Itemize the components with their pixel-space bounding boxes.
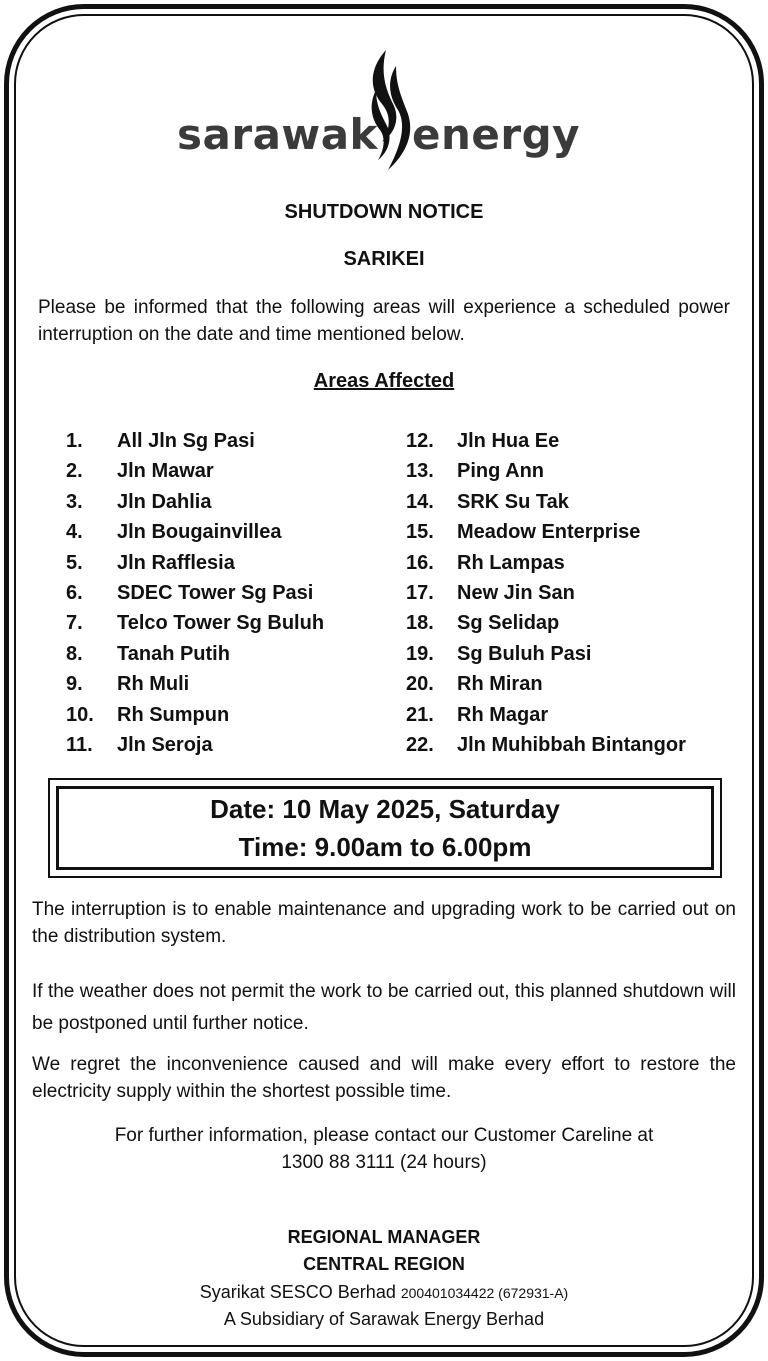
area-name: Jln Muhibbah Bintangor <box>457 733 686 756</box>
area-item <box>66 578 324 608</box>
area-number: 15. <box>406 521 434 544</box>
area-name: New Jin San <box>457 581 575 604</box>
notice-location: SARIKEI <box>343 248 425 270</box>
area-item <box>66 426 324 456</box>
area-name: Rh Miran <box>457 673 543 696</box>
area-item <box>406 669 686 699</box>
area-number: 7. <box>66 612 83 635</box>
area-name: Jln Dahlia <box>117 490 212 513</box>
area-number: 1. <box>66 430 83 452</box>
area-number: 2. <box>66 460 83 483</box>
area-name: Sg Selidap <box>457 612 560 635</box>
area-item <box>66 517 324 547</box>
area-name: All Jln Sg Pasi <box>117 430 255 452</box>
areas-list-right <box>406 426 686 760</box>
contact-paragraph <box>40 1122 728 1176</box>
area-item <box>406 456 686 486</box>
area-number: 4. <box>66 521 83 544</box>
area-number: 10. <box>66 703 94 726</box>
area-item <box>406 700 686 730</box>
area-name: Jln Mawar <box>117 460 214 483</box>
company-line <box>0 1282 768 1303</box>
signatory-role: REGIONAL MANAGER <box>287 1227 481 1247</box>
area-number: 19. <box>406 642 434 665</box>
area-name: Jln Hua Ee <box>457 430 560 452</box>
area-name: SDEC Tower Sg Pasi <box>117 581 314 604</box>
area-name: Telco Tower Sg Buluh <box>117 612 325 635</box>
subsidiary-line: A Subsidiary of Sarawak Energy Berhad <box>223 1309 545 1329</box>
area-item <box>406 730 686 760</box>
area-item <box>66 669 324 699</box>
area-number: 18. <box>406 612 434 635</box>
area-item <box>406 608 686 638</box>
area-number: 8. <box>66 642 83 665</box>
area-name: Jln Rafflesia <box>117 551 235 574</box>
area-item <box>406 578 686 608</box>
sarawak-energy-logo <box>0 46 768 176</box>
area-name: Rh Muli <box>117 673 190 696</box>
area-number: 12. <box>406 430 434 452</box>
area-item <box>406 426 686 456</box>
areas-heading <box>0 370 768 393</box>
area-number: 9. <box>66 673 83 696</box>
area-number: 14. <box>406 490 434 513</box>
area-name: Sg Buluh Pasi <box>457 642 592 665</box>
area-number: 6. <box>66 581 83 604</box>
area-number: 20. <box>406 673 434 696</box>
areas-heading-text: Areas Affected <box>313 370 455 392</box>
area-name: Ping Ann <box>457 460 545 483</box>
area-name: SRK Su Tak <box>457 490 569 513</box>
area-item <box>406 487 686 517</box>
area-item <box>66 730 324 760</box>
area-item <box>406 639 686 669</box>
area-item <box>406 517 686 547</box>
area-item <box>66 456 324 486</box>
area-name: Jln Bougainvillea <box>117 521 282 544</box>
purpose-paragraph: The interruption is to enable maintenance and upgrading work to be carried out on the distribution system. <box>32 899 736 947</box>
logo-word-energy: energy <box>412 110 581 159</box>
area-number: 3. <box>66 490 83 513</box>
company-registration: 200401034422 (672931-A) <box>400 1285 569 1301</box>
signatory-region: CENTRAL REGION <box>303 1254 465 1274</box>
area-name: Rh Sumpun <box>117 703 230 726</box>
company-name: Syarikat SESCO Berhad <box>199 1282 396 1302</box>
area-item <box>66 608 324 638</box>
area-item <box>406 548 686 578</box>
areas-list-left <box>66 426 324 760</box>
area-number: 22. <box>406 733 434 756</box>
area-name: Rh Lampas <box>457 551 565 574</box>
logo-word-sarawak: sarawak <box>177 110 378 159</box>
area-item <box>66 639 324 669</box>
area-item <box>66 700 324 730</box>
area-item <box>66 548 324 578</box>
area-name: Meadow Enterprise <box>457 521 641 544</box>
area-number: 17. <box>406 581 434 604</box>
schedule-time: Time: 9.00am to 6.00pm <box>238 832 532 862</box>
schedule-date: Date: 10 May 2025, Saturday <box>210 794 560 824</box>
area-item <box>66 487 324 517</box>
area-name: Tanah Putih <box>117 642 230 665</box>
area-name: Rh Magar <box>457 703 549 726</box>
area-number: 11. <box>66 733 93 756</box>
apology-paragraph: We regret the inconvenience caused and will make every effort to restore the electricity supply within the shortest possible time. <box>32 1054 736 1102</box>
area-number: 16. <box>406 551 434 574</box>
notice-title: SHUTDOWN NOTICE <box>284 201 484 223</box>
contact-text: For further information, please contact our Customer Careline at <box>114 1125 654 1146</box>
flame-icon <box>356 46 416 176</box>
careline-number: 1300 88 3111 (24 hours) <box>281 1152 487 1173</box>
area-number: 21. <box>406 703 434 726</box>
intro-paragraph: Please be informed that the following areas will experience a scheduled power interruption on the date and time mentioned below. <box>38 297 730 345</box>
area-number: 13. <box>406 460 434 483</box>
weather-paragraph: If the weather does not permit the work to be carried out, this planned shutdown will be postponed until further notice. <box>32 981 736 1034</box>
area-number: 5. <box>66 551 83 574</box>
area-name: Jln Seroja <box>117 733 213 756</box>
